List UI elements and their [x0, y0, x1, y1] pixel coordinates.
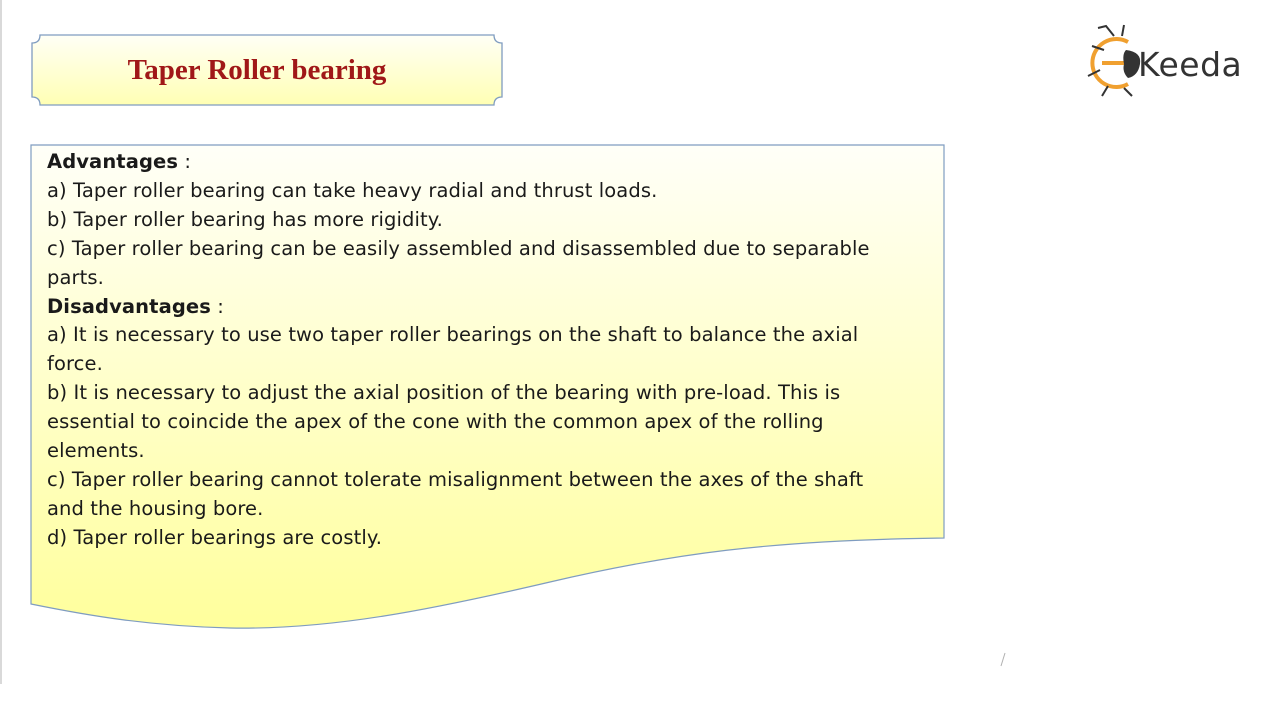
ekeeda-logo — [1086, 22, 1256, 104]
disadvantage-line: elements. — [47, 439, 145, 463]
disadvantage-line: a) It is necessary to use two taper roller bearings on the shaft to balance the axial — [47, 323, 859, 347]
advantage-line: b) Taper roller bearing has more rigidity. — [47, 207, 443, 231]
logo-wordmark: Keeda — [1138, 45, 1243, 84]
slide-left-edge — [0, 0, 2, 684]
disadvantage-line: essential to coincide the apex of the cone with the common apex of the rolling — [47, 410, 824, 434]
advantages-separator: : — [178, 150, 192, 173]
advantage-line: parts. — [47, 265, 104, 289]
advantage-line: c) Taper roller bearing can be easily assembled and disassembled due to separable — [47, 236, 870, 260]
disadvantages-separator: : — [210, 294, 224, 318]
advantage-line: a) Taper roller bearing can take heavy radial and thrust loads. — [47, 178, 658, 202]
advantages-heading-line — [47, 148, 927, 177]
disadvantage-line: c) Taper roller bearing cannot tolerate misalignment between the axes of the shaft — [47, 467, 864, 491]
content-body — [47, 148, 927, 553]
pen-cursor-icon — [999, 652, 1007, 668]
disadvantage-line: and the housing bore. — [47, 496, 264, 520]
disadvantage-line: b) It is necessary to adjust the axial position of the bearing with pre-load. This is — [47, 381, 841, 405]
title-plaque — [30, 33, 504, 107]
disadvantages-heading: Disadvantages — [47, 294, 211, 318]
disadvantage-line: force. — [47, 352, 103, 376]
page-title: Taper Roller bearing — [127, 53, 387, 86]
disadvantage-line: d) Taper roller bearings are costly. — [47, 525, 382, 549]
disadvantages-heading-line — [47, 293, 927, 322]
advantages-heading: Advantages — [47, 150, 179, 173]
